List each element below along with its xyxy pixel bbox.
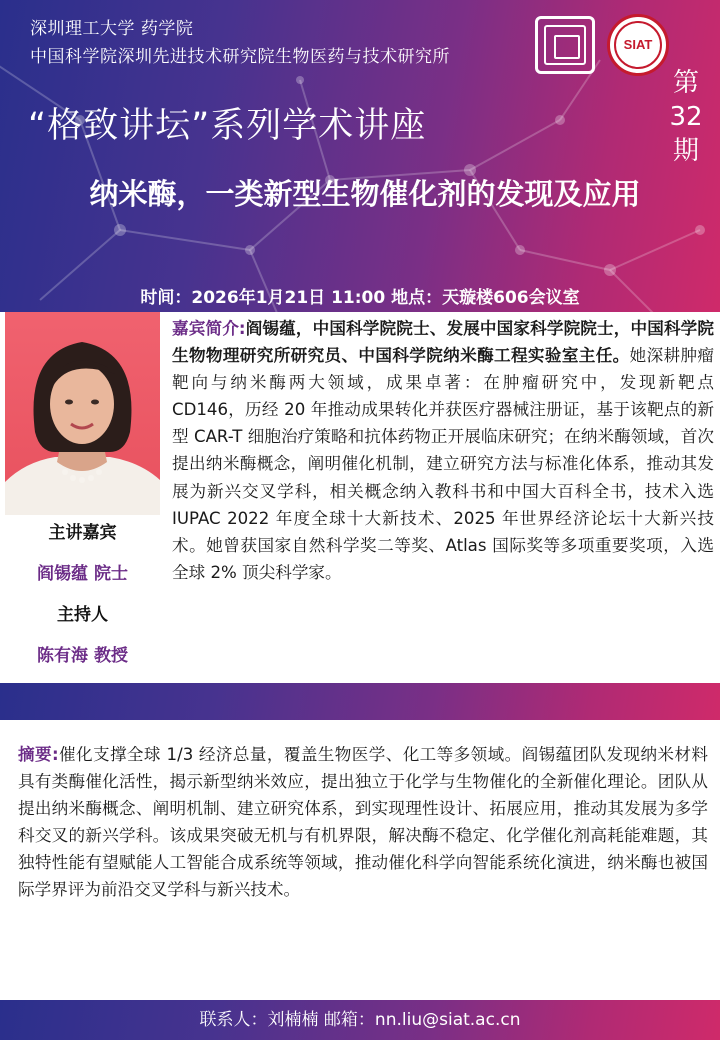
poster-header [0,0,720,312]
time-location: 时间：2026年1月21日 11:00 地点：天璇楼606会议室 [140,288,580,308]
siat-logo: SIAT [607,14,669,76]
abstract-label: 摘要: [18,745,59,764]
speaker-label: 主讲嘉宾 [48,523,117,543]
bio-text: 她深耕肿瘤靶向与纳米酶两大领域，成果卓著：在肿瘤研究中，发现新靶点 CD146，历经 20 年推动成果转化并获医疗器械注册证，基于该靶点的新型 CAR-T 细胞治疗策略和抗体药物正开展临床研究；在纳米酶领域，首次提出纳米酶概念，阐明催化机制，建立研究方法与标准化体系，推动其发展为新兴交叉学科，相关概念纳入教科书和中国大百科全书，技术入选 IUPAC 2022 年度全球十大新技术、2025 年世界经济论坛十大新兴技术。她曾获国家自然科学奖二等奖、Atlas 国际奖等多项重要奖项，入选全球 2% 顶尖科学家。 [172,346,715,582]
contact-footer: 联系人：刘楠楠 邮箱：nn.liu@siat.ac.cn [0,1000,720,1040]
abstract-text: 催化支撑全球 1/3 经济总量，覆盖生物医学、化工等多领域。阎锡蕴团队发现纳米材料具有类酶催化活性，揭示新型纳米效应，提出独立于化学与生物催化的全新催化理论。团队从提出纳米酶概念、阐明机制、建立研究体系，到实现理性设计、拓展应用，推动其发展为多学科交叉的新兴学科。该成果突破无机与有机界限，解决酶不稳定、化学催化剂高耗能难题，其独特性能有望赋能人工智能合成系统等领域，推动催化科学向智能系统化演进，纳米酶也被国际学界评为前沿交叉学科与新兴技术。 [18,745,708,900]
talk-title: 纳米酶，一类新型生物催化剂的发现及应用 [89,177,641,211]
issue-number: 第 32 期 [669,68,703,166]
speaker-photo [5,312,160,515]
institution-line-1: 深圳理工大学 药学院 [30,19,194,39]
host-name: 陈有海 教授 [37,646,128,666]
university-logo [535,16,595,74]
series-title: “格致讲坛”系列学术讲座 [28,106,427,146]
speaker-bio [172,315,714,586]
talk-abstract [18,741,708,904]
institution-line-2: 中国科学院深圳先进技术研究院生物医药与技术研究所 [30,47,450,67]
speaker-name: 阎锡蕴 院士 [37,564,128,584]
divider-band [0,683,720,720]
host-label: 主持人 [57,605,108,625]
speaker-roles [5,515,160,670]
bio-label: 嘉宾简介: [172,319,246,338]
bio-highlight: 阎锡蕴，中国科学院院士、发展中国家科学院院士，中国科学院生物物理研究所研究员、中国科学院纳米酶工程实验室主任。 [172,319,715,366]
